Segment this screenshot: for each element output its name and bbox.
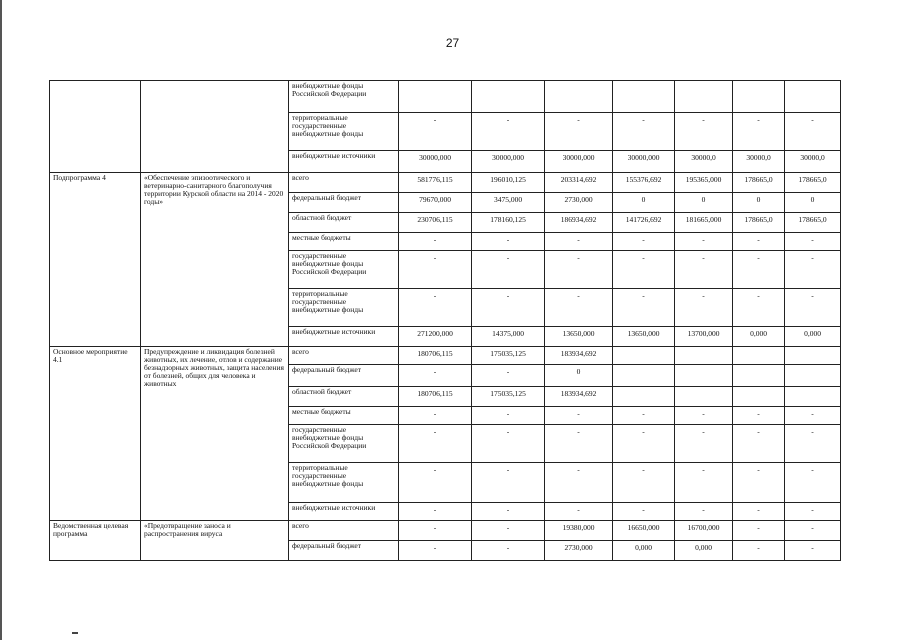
program-name-cell: «Предотвращение заноса и распространения вируса [141, 521, 289, 561]
value-cell: 16700,000 [675, 521, 733, 541]
value-cell: 271200,000 [399, 327, 472, 347]
funding-source-cell: территориальные государственные внебюджетные фонды [289, 113, 399, 151]
funding-source-cell: федеральный бюджет [289, 365, 399, 387]
table-row [50, 173, 841, 193]
program-type-cell: Основное мероприятие 4.1 [50, 347, 141, 521]
funding-source-cell: государственные внебюджетные фонды Российской Федерации [289, 251, 399, 289]
value-cell: - [472, 425, 545, 463]
value-cell: - [613, 503, 675, 521]
value-cell: - [785, 233, 841, 251]
value-cell: 0 [733, 193, 785, 213]
funding-source-cell: внебюджетные источники [289, 327, 399, 347]
funding-source-cell: внебюджетные источники [289, 151, 399, 173]
value-cell: - [472, 289, 545, 327]
value-cell: 230706,115 [399, 213, 472, 233]
value-cell: 196010,125 [472, 173, 545, 193]
value-cell: - [399, 425, 472, 463]
value-cell [733, 347, 785, 365]
value-cell [545, 81, 613, 113]
value-cell: 183934,692 [545, 347, 613, 365]
value-cell: 30000,0 [785, 151, 841, 173]
program-name-cell: Предупреждение и ликвидация болезней животных, их лечение, отлов и содержание безнадзорных животных, защита населения от болезней, общих для человека и животных [141, 347, 289, 521]
value-cell: 180706,115 [399, 347, 472, 365]
value-cell: - [399, 407, 472, 425]
program-type-cell: Ведомственная целевая программа [50, 521, 141, 561]
funding-source-cell: внебюджетные источники [289, 503, 399, 521]
value-cell [613, 81, 675, 113]
value-cell: - [733, 503, 785, 521]
value-cell: - [785, 463, 841, 503]
value-cell: - [785, 541, 841, 561]
value-cell: - [613, 407, 675, 425]
value-cell: - [613, 251, 675, 289]
value-cell: 0,000 [733, 327, 785, 347]
value-cell: 178665,0 [785, 213, 841, 233]
value-cell: - [472, 541, 545, 561]
value-cell: 581776,115 [399, 173, 472, 193]
value-cell: 181665,000 [675, 213, 733, 233]
program-name-cell [141, 81, 289, 173]
value-cell: - [545, 463, 613, 503]
funding-source-cell: областной бюджет [289, 213, 399, 233]
value-cell: - [733, 233, 785, 251]
value-cell: - [733, 425, 785, 463]
value-cell: 79670,000 [399, 193, 472, 213]
value-cell: - [399, 233, 472, 251]
value-cell: - [545, 407, 613, 425]
value-cell [785, 387, 841, 407]
value-cell: - [785, 289, 841, 327]
program-name-cell: «Обеспечение эпизоотического и ветеринарно-санитарного благополучия территории Курской области на 2014 - 2020 годы» [141, 173, 289, 347]
value-cell: - [675, 251, 733, 289]
value-cell [733, 365, 785, 387]
value-cell: - [545, 251, 613, 289]
value-cell: 13700,000 [675, 327, 733, 347]
value-cell: 0 [675, 193, 733, 213]
value-cell: 0 [613, 193, 675, 213]
value-cell: 183934,692 [545, 387, 613, 407]
value-cell: 178665,0 [733, 173, 785, 193]
funding-source-cell: территориальные государственные внебюджетные фонды [289, 289, 399, 327]
value-cell: - [675, 233, 733, 251]
value-cell: - [399, 463, 472, 503]
funding-source-cell: всего [289, 347, 399, 365]
funding-source-cell: внебюджетные фонды Российской Федерации [289, 81, 399, 113]
value-cell: - [675, 425, 733, 463]
value-cell: - [472, 113, 545, 151]
value-cell: - [785, 251, 841, 289]
value-cell: - [399, 541, 472, 561]
value-cell: 178160,125 [472, 213, 545, 233]
value-cell: - [675, 289, 733, 327]
value-cell: 30000,000 [472, 151, 545, 173]
value-cell: 30000,0 [733, 151, 785, 173]
value-cell: - [545, 289, 613, 327]
value-cell: 2730,000 [545, 193, 613, 213]
value-cell: - [785, 503, 841, 521]
value-cell [785, 365, 841, 387]
value-cell: - [545, 233, 613, 251]
value-cell: - [675, 463, 733, 503]
value-cell: - [399, 365, 472, 387]
value-cell: - [399, 289, 472, 327]
value-cell: 3475,000 [472, 193, 545, 213]
table-row [50, 521, 841, 541]
value-cell: - [675, 407, 733, 425]
value-cell: - [472, 521, 545, 541]
value-cell: 0 [545, 365, 613, 387]
value-cell: - [733, 407, 785, 425]
value-cell: - [545, 113, 613, 151]
value-cell: 180706,115 [399, 387, 472, 407]
funding-source-cell: местные бюджеты [289, 233, 399, 251]
value-cell [675, 387, 733, 407]
value-cell: 186934,692 [545, 213, 613, 233]
page-number: 27 [445, 36, 460, 50]
value-cell: - [785, 407, 841, 425]
value-cell: 13650,000 [545, 327, 613, 347]
value-cell: 2730,000 [545, 541, 613, 561]
funding-source-cell: областной бюджет [289, 387, 399, 407]
table-row [50, 347, 841, 365]
value-cell [675, 365, 733, 387]
value-cell [613, 387, 675, 407]
funding-source-cell: федеральный бюджет [289, 541, 399, 561]
value-cell: 14375,000 [472, 327, 545, 347]
value-cell: - [472, 251, 545, 289]
value-cell: - [733, 289, 785, 327]
value-cell [733, 81, 785, 113]
value-cell: - [613, 233, 675, 251]
value-cell: 30000,0 [675, 151, 733, 173]
value-cell: 0,000 [785, 327, 841, 347]
value-cell: - [613, 425, 675, 463]
value-cell: 178665,0 [785, 173, 841, 193]
value-cell: 0,000 [675, 541, 733, 561]
budget-table [49, 80, 841, 561]
value-cell: - [545, 425, 613, 463]
value-cell: - [613, 113, 675, 151]
value-cell: - [675, 113, 733, 151]
value-cell: 195365,000 [675, 173, 733, 193]
value-cell [613, 365, 675, 387]
value-cell: 19380,000 [545, 521, 613, 541]
value-cell: 175035,125 [472, 347, 545, 365]
value-cell: - [472, 233, 545, 251]
table-row [50, 81, 841, 113]
value-cell [733, 387, 785, 407]
value-cell: - [733, 463, 785, 503]
value-cell: - [613, 289, 675, 327]
value-cell [613, 347, 675, 365]
value-cell [399, 81, 472, 113]
value-cell: 0,000 [613, 541, 675, 561]
program-type-cell: Подпрограмма 4 [50, 173, 141, 347]
funding-source-cell: государственные внебюджетные фонды Российской Федерации [289, 425, 399, 463]
value-cell: - [675, 503, 733, 521]
funding-source-cell: местные бюджеты [289, 407, 399, 425]
scan-mark [72, 632, 78, 634]
value-cell: - [472, 407, 545, 425]
funding-source-cell: федеральный бюджет [289, 193, 399, 213]
value-cell: - [785, 521, 841, 541]
value-cell: 13650,000 [613, 327, 675, 347]
funding-source-cell: всего [289, 173, 399, 193]
value-cell: 155376,692 [613, 173, 675, 193]
value-cell: - [733, 113, 785, 151]
value-cell [785, 81, 841, 113]
scan-edge [0, 0, 2, 640]
value-cell: 30000,000 [545, 151, 613, 173]
value-cell: 30000,000 [613, 151, 675, 173]
value-cell: - [399, 113, 472, 151]
value-cell: 141726,692 [613, 213, 675, 233]
value-cell: 0 [785, 193, 841, 213]
value-cell: 16650,000 [613, 521, 675, 541]
value-cell: - [472, 365, 545, 387]
value-cell: - [785, 425, 841, 463]
funding-source-cell: всего [289, 521, 399, 541]
value-cell: 178665,0 [733, 213, 785, 233]
value-cell: - [733, 251, 785, 289]
value-cell: 30000,000 [399, 151, 472, 173]
value-cell: - [399, 503, 472, 521]
value-cell: - [472, 503, 545, 521]
value-cell: 203314,692 [545, 173, 613, 193]
value-cell [675, 81, 733, 113]
value-cell [785, 347, 841, 365]
value-cell: - [733, 541, 785, 561]
value-cell: - [472, 463, 545, 503]
value-cell: - [785, 113, 841, 151]
value-cell: - [399, 521, 472, 541]
value-cell: - [545, 503, 613, 521]
value-cell: 175035,125 [472, 387, 545, 407]
value-cell [472, 81, 545, 113]
value-cell [675, 347, 733, 365]
value-cell: - [399, 251, 472, 289]
value-cell: - [613, 463, 675, 503]
program-type-cell [50, 81, 141, 173]
funding-source-cell: территориальные государственные внебюджетные фонды [289, 463, 399, 503]
value-cell: - [733, 521, 785, 541]
